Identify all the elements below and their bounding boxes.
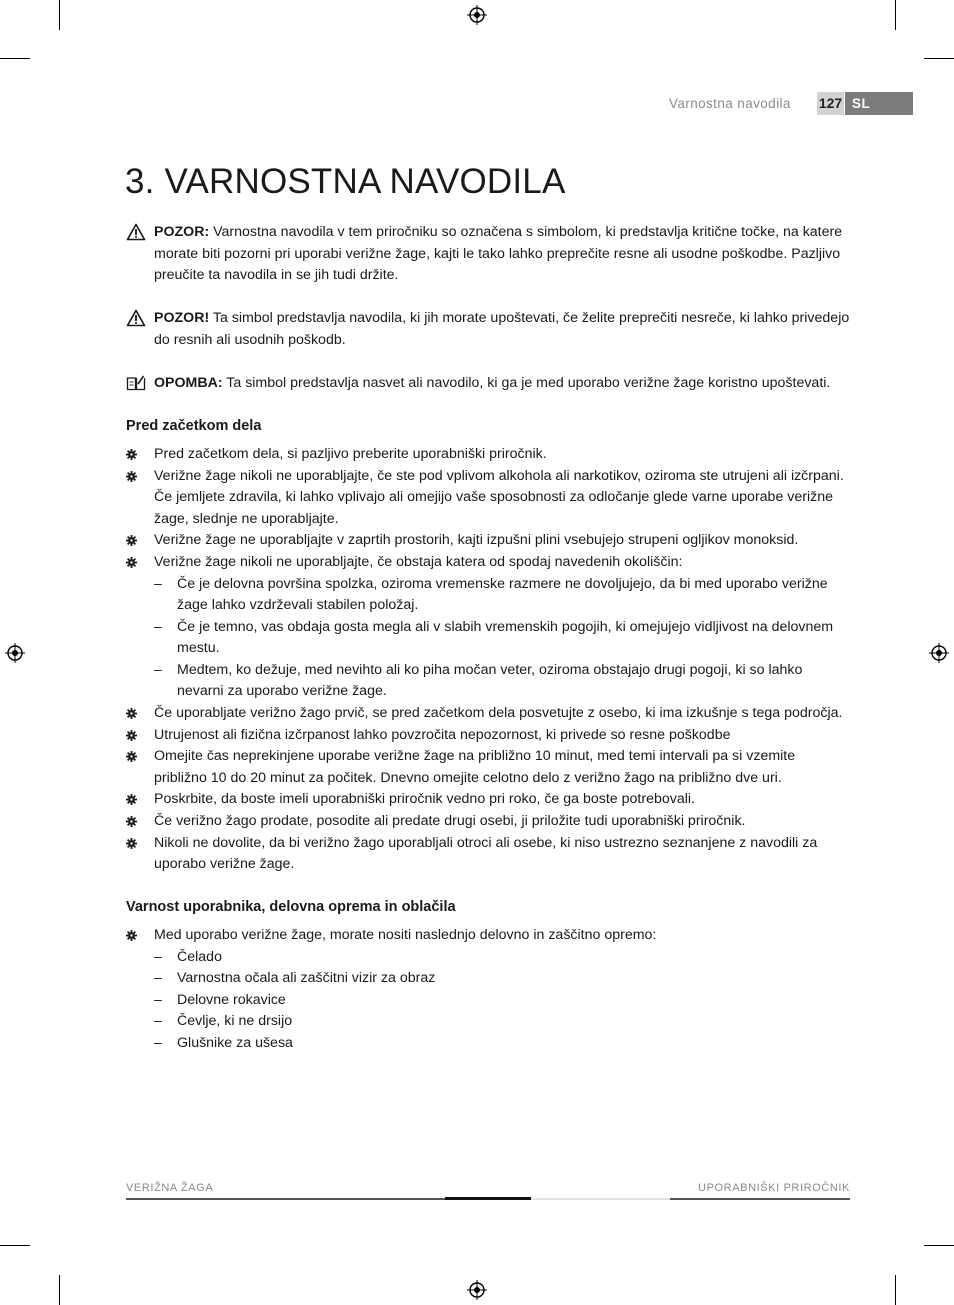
list-item: [126, 811, 850, 833]
note-text: Ta simbol predstavlja nasvet ali navodilo, ki ga je med uporabo verižne žage koristno upoštevati.: [222, 375, 831, 392]
gear-bullet-icon: [126, 730, 137, 741]
dash-item: [154, 1011, 850, 1033]
footer-rule-accent: [445, 1197, 531, 1200]
list-item-text: Verižne žage nikoli ne uporabljajte, če obstaja katera od spodaj navedenih okoliščin:: [154, 553, 683, 570]
warning-triangle-icon: [126, 223, 146, 241]
registration-mark-icon: [467, 5, 487, 25]
note-label: OPOMBA:: [154, 375, 223, 392]
page-number: 127: [817, 92, 844, 115]
header-section-title: Varnostna navodila: [669, 96, 791, 111]
gear-bullet-icon: [126, 794, 137, 805]
list-item: [126, 725, 850, 747]
section-heading: Varnost uporabnika, delovna oprema in oblačila: [126, 899, 456, 916]
crop-mark: [0, 1245, 30, 1246]
warning-triangle-icon: [126, 309, 146, 327]
gear-bullet-icon: [126, 751, 137, 762]
gear-bullet-icon: [126, 471, 137, 482]
crop-mark: [924, 58, 954, 59]
gear-bullet-icon: [126, 708, 137, 719]
dash-item: [154, 1033, 850, 1055]
gear-bullet-icon: [126, 838, 137, 849]
gear-bullet-icon: [126, 930, 137, 941]
crop-mark: [924, 1245, 954, 1246]
page-title: 3. VARNOSTNA NAVODILA: [125, 162, 566, 201]
info-note: [126, 373, 850, 395]
crop-mark: [59, 0, 60, 30]
gear-bullet-icon: [126, 535, 137, 546]
registration-mark-icon: [467, 1280, 487, 1300]
dash-marker: –: [154, 948, 162, 965]
crop-mark: [0, 58, 30, 59]
dash-marker: –: [154, 1013, 162, 1030]
list-item-text: Če verižno žago prodate, posodite ali predate drugi osebi, ji priložite tudi uporabniški priročnik.: [154, 813, 746, 830]
warning-note: [126, 222, 850, 287]
language-tag: SL: [845, 92, 913, 115]
list-item: [126, 925, 850, 1055]
list-item: [126, 746, 850, 789]
dash-item-text: Medtem, ko dežuje, med nevihto ali ko piha močan veter, oziroma obstajajo drugi pogoji, ki so lahko nevarni za uporabo verižne žage.: [177, 661, 803, 700]
dash-item: [154, 574, 850, 617]
gear-bullet-icon: [126, 557, 137, 568]
registration-mark-icon: [929, 643, 949, 663]
gear-bullet-icon: [126, 449, 137, 460]
dash-item: [154, 990, 850, 1012]
warning-note: [126, 308, 850, 351]
section-varnost-uporabnika: [126, 897, 850, 1054]
dash-marker: –: [154, 575, 162, 592]
dash-item-text: Čelado: [177, 948, 222, 965]
list-item-text: Verižne žage ne uporabljajte v zaprtih prostorih, kajti izpušni plini vsebujejo strupeni ogljikov monoksid.: [154, 532, 799, 549]
dash-item-text: Glušnike za ušesa: [177, 1034, 293, 1051]
list-item: [126, 789, 850, 811]
dash-item-text: Čevlje, ki ne drsijo: [177, 1013, 293, 1030]
crop-mark: [895, 1275, 896, 1305]
list-item: [126, 530, 850, 552]
section-pred-zacetkom-dela: [126, 416, 850, 875]
note-text: Varnostna navodila v tem priročniku so označena s simbolom, ki predstavlja kritične točke, na katere morate biti pozorni pri uporabi verižne žage, kajti le tako lahko preprečite resne ali usodne poškodbe. Pazljivo preučite ta navodila in se jih tudi držite.: [154, 224, 843, 284]
crop-mark: [895, 0, 896, 30]
dash-list: [154, 947, 850, 1055]
main-content: [126, 222, 850, 1055]
list-item-text: Nikoli ne dovolite, da bi verižno žago uporabljali otroci ali osebe, ki niso ustrezno seznanjene z navodili za uporabo verižne žage.: [154, 834, 818, 873]
dash-marker: –: [154, 1034, 162, 1051]
list-item: [126, 552, 850, 703]
list-item: [126, 833, 850, 876]
list-item: [126, 466, 850, 531]
note-label: POZOR!: [154, 310, 210, 327]
dash-marker: –: [154, 661, 162, 678]
list-item: [126, 444, 850, 466]
list-item-text: Utrujenost ali fizična izčrpanost lahko povzročita nepozornost, ki privede so resne poškodbe: [154, 726, 731, 743]
list-item-text: Verižne žage nikoli ne uporabljajte, če ste pod vplivom alkohola ali narkotikov, oziroma ste utrujeni ali izčrpani. Če jemljete zdravila, ki lahko vplivajo ali omejijo vaše sposobnosti za odločanje glede varne uporabe verižne žage, slednje ne uporabljajte.: [154, 467, 844, 527]
list-item-text: Poskrbite, da boste imeli uporabniški priročnik vedno pri roko, če ga boste potrebovali.: [154, 791, 695, 808]
footer-product-name: VERIŽNA ŽAGA: [126, 1182, 214, 1194]
footer-rule-highlight: [531, 1198, 670, 1200]
note-label: POZOR:: [154, 224, 210, 240]
list-item-text: Pred začetkom dela, si pazljivo preberite uporabniški priročnik.: [154, 445, 547, 462]
dash-item-text: Varnostna očala ali zaščitni vizir za obraz: [177, 970, 436, 987]
dash-list: [154, 574, 850, 704]
dash-item-text: Če je temno, vas obdaja gosta megla ali v slabih vremenskih pogojih, ki omejujejo vidljivost na delovnem mestu.: [177, 618, 834, 657]
bullet-list: [126, 444, 850, 876]
dash-marker: –: [154, 618, 162, 635]
dash-item-text: Če je delovna površina spolzka, oziroma vremenske razmere ne dovoljujejo, da bi med uporabo verižne žage lahko vzdrževali stabilen položaj.: [177, 575, 828, 614]
registration-mark-icon: [5, 643, 25, 663]
dash-item: [154, 660, 850, 703]
dash-item: [154, 947, 850, 969]
gear-bullet-icon: [126, 816, 137, 827]
list-item-text: Med uporabo verižne žage, morate nositi naslednjo delovno in zaščitno opremo:: [154, 927, 657, 943]
crop-mark: [59, 1275, 60, 1305]
dash-item: [154, 968, 850, 990]
section-heading: Pred začetkom dela: [126, 418, 262, 435]
bullet-list: [126, 925, 850, 1055]
dash-item: [154, 617, 850, 660]
list-item: [126, 703, 850, 725]
dash-marker: –: [154, 970, 162, 987]
open-book-note-icon: [126, 374, 146, 392]
dash-item-text: Delovne rokavice: [177, 991, 286, 1008]
list-item-text: Če uporabljate verižno žago prvič, se pred začetkom dela posvetujte z osebo, ki ima izkušnje s tega področja.: [154, 705, 843, 722]
dash-marker: –: [154, 991, 162, 1008]
note-text: Ta simbol predstavlja navodila, ki jih morate upoštevati, če želite preprečiti nesreče, ki lahko privedejo do resnih ali usodnih poškodb.: [154, 310, 850, 348]
footer-manual-name: UPORABNIŠKI PRIROČNIK: [698, 1182, 850, 1194]
list-item-text: Omejite čas neprekinjene uporabe verižne žage na približno 10 minut, med temi intervali pa si vzemite približno 10 do 20 minut za počitek. Dnevno omejite celotno delo z verižno žago na približno dve uri.: [154, 748, 796, 786]
